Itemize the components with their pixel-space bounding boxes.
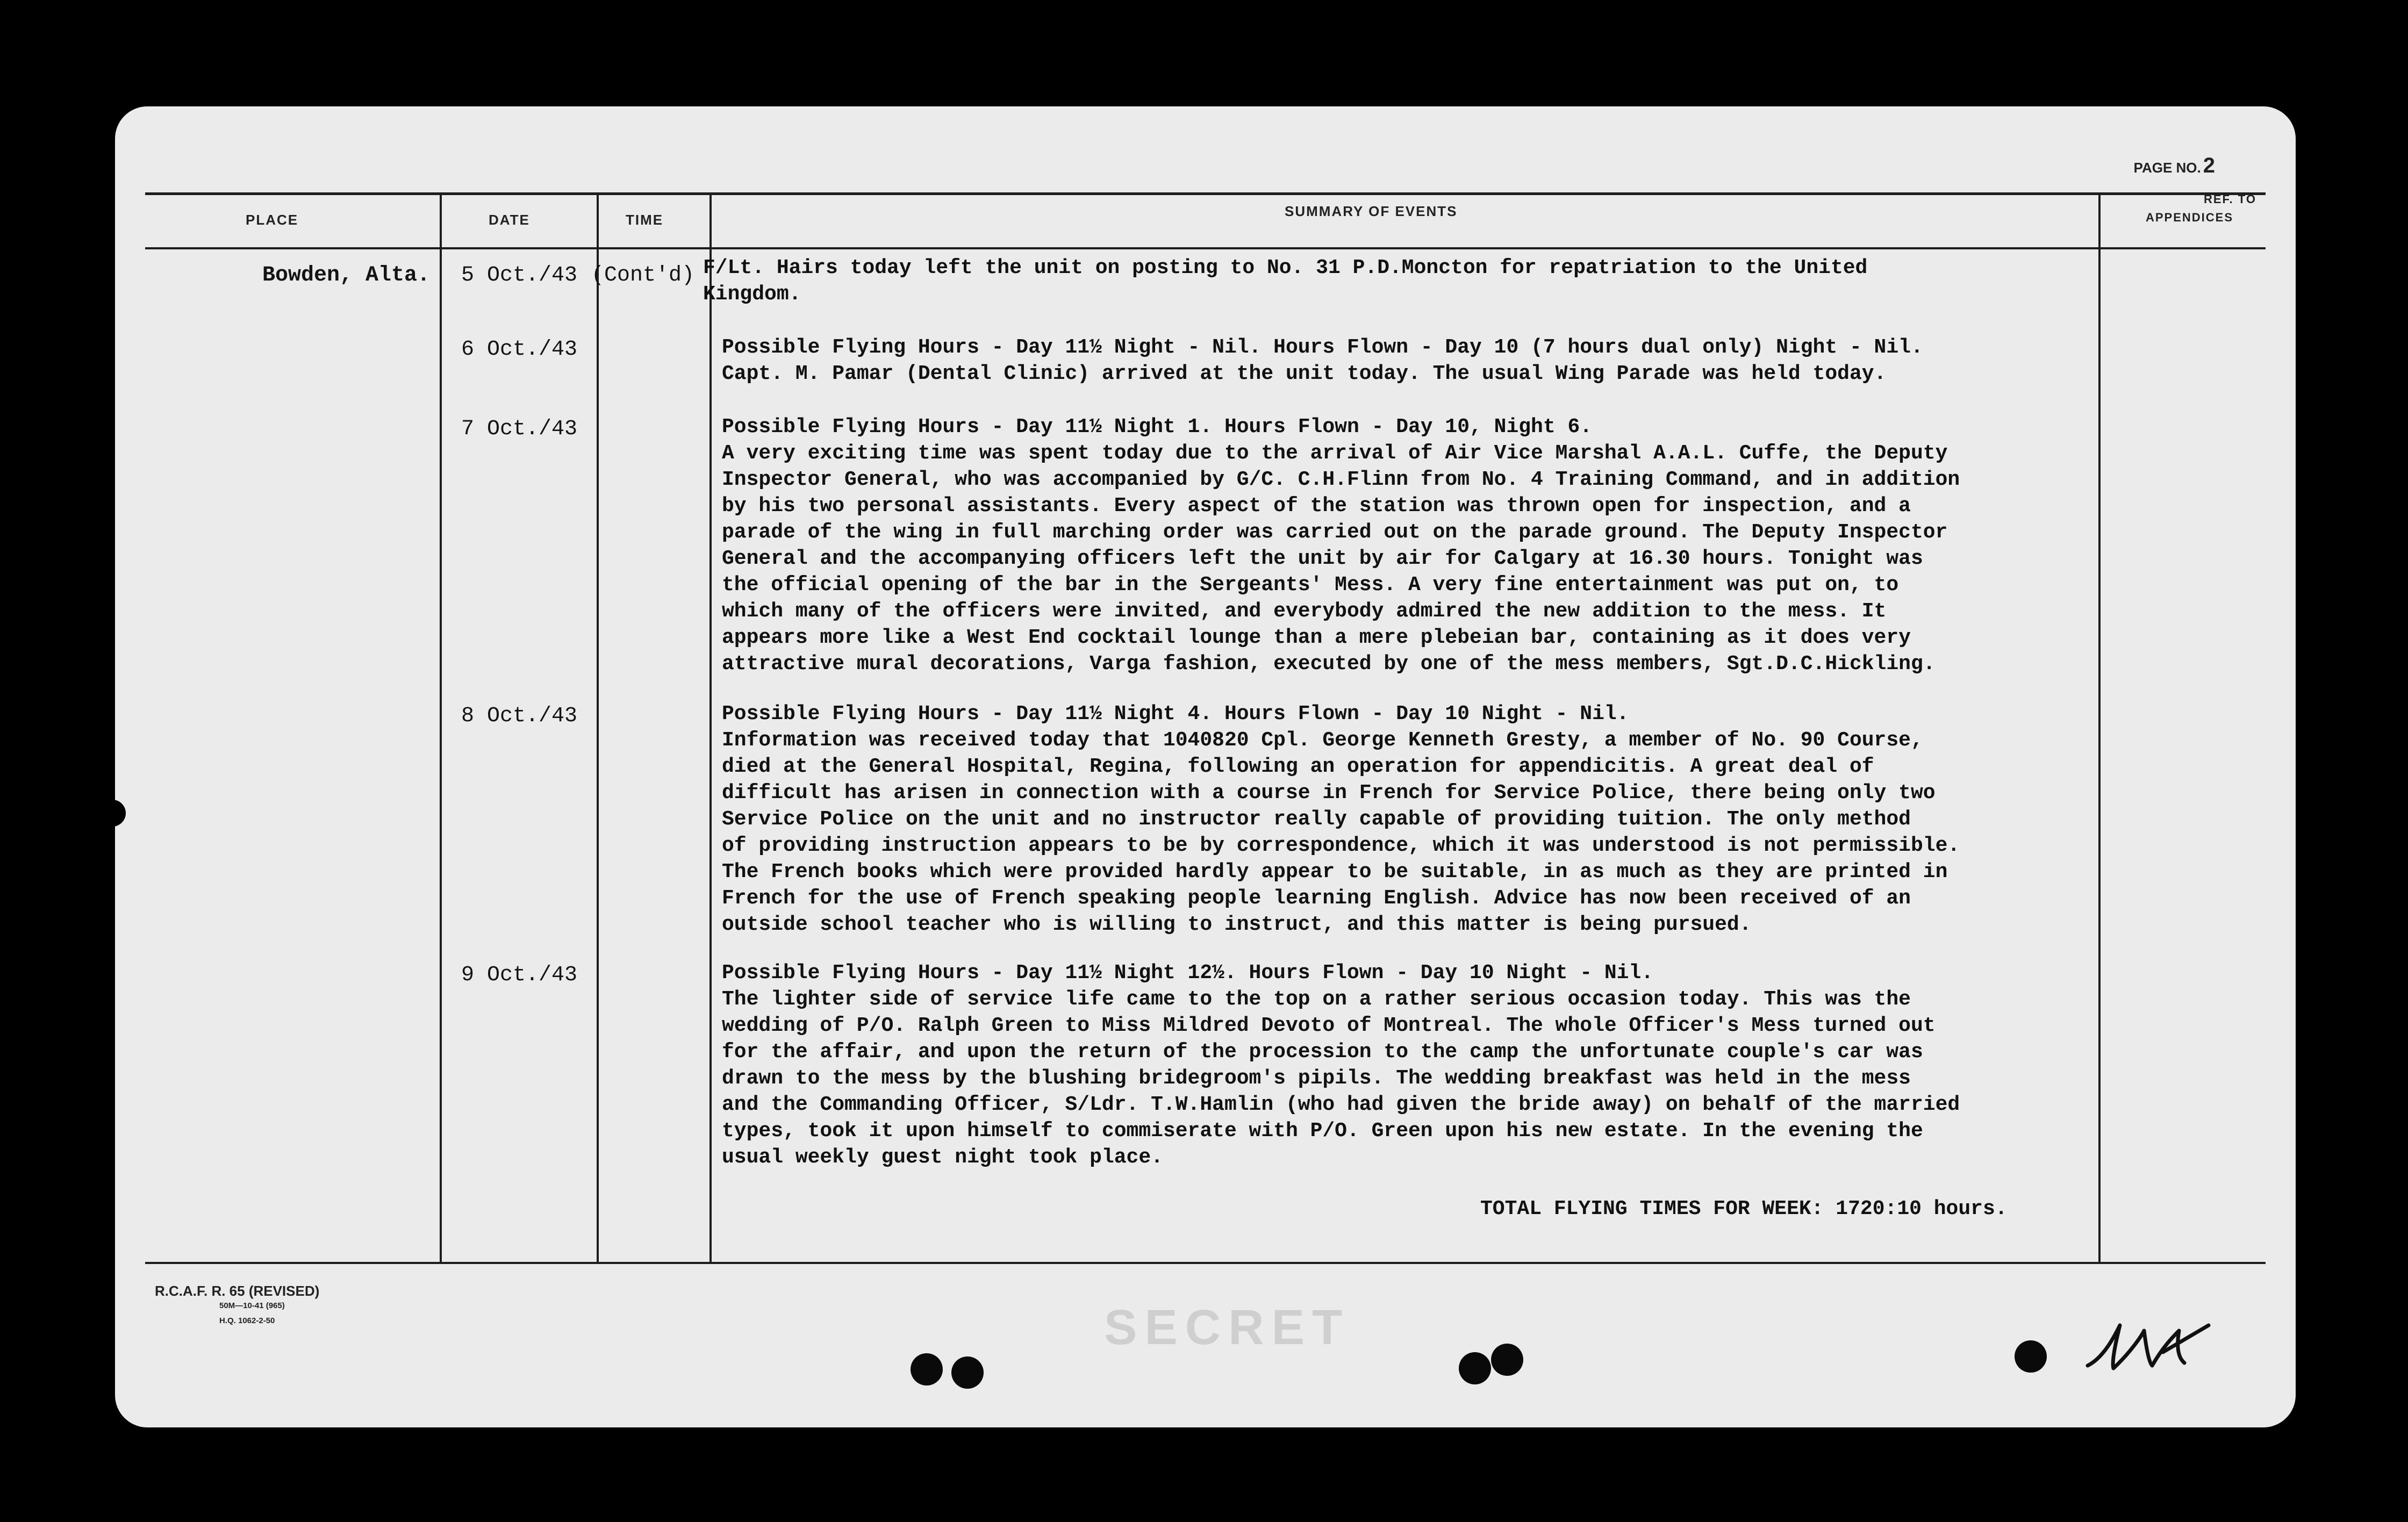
column-header-place: PLACE xyxy=(246,212,299,228)
summary-line: the official opening of the bar in the Sergeants' Mess. A very fine entertainment was put on, to xyxy=(722,573,1899,597)
summary-line: outside school teacher who is willing to instruct, and this matter is being pursued. xyxy=(722,913,1752,936)
punch-notch xyxy=(115,800,126,827)
summary-line: appears more like a West End cocktail lounge than a mere plebeian bar, containing as it does very xyxy=(722,626,1911,649)
column-header-date: DATE xyxy=(489,212,530,228)
entry-date: 9 Oct./43 xyxy=(461,963,578,987)
summary-line: by his two personal assistants. Every aspect of the station was thrown open for inspection, and a xyxy=(722,494,1911,518)
form-hq-code: H.Q. 1062-2-50 xyxy=(219,1316,275,1325)
column-header-ref-line2: APPENDICES xyxy=(2146,211,2234,224)
binder-hole xyxy=(1459,1352,1491,1384)
column-header-ref-line1: REF. TO xyxy=(2204,192,2256,206)
page-number-label: PAGE NO. xyxy=(2133,160,2201,176)
header-top-rule xyxy=(145,192,2266,195)
binder-hole xyxy=(911,1353,943,1385)
summary-line: French for the use of French speaking people learning English. Advice has now been received of an xyxy=(722,887,1911,910)
column-divider-place xyxy=(440,192,442,1263)
summary-line: Possible Flying Hours - Day 11½ Night 1. Hours Flown - Day 10, Night 6. xyxy=(722,415,1593,439)
summary-line: Possible Flying Hours - Day 11½ Night - Nil. Hours Flown - Day 10 (7 hours dual only) Night - Nil. xyxy=(722,336,1923,359)
initials-signature xyxy=(2082,1315,2217,1379)
summary-line: Possible Flying Hours - Day 11½ Night 4. Hours Flown - Day 10 Night - Nil. xyxy=(722,702,1629,726)
summary-line: died at the General Hospital, Regina, following an operation for appendicitis. A great deal of xyxy=(722,755,1874,778)
header-bottom-rule xyxy=(145,247,2266,249)
entry-time: (Cont'd) xyxy=(591,263,695,288)
column-header-time: TIME xyxy=(626,212,664,228)
summary-line: usual weekly guest night took place. xyxy=(722,1146,1163,1169)
entry-date: 6 Oct./43 xyxy=(461,338,578,362)
column-divider-date xyxy=(597,192,599,1263)
summary-line: The French books which were provided hardly appear to be suitable, in as much as they are printed in xyxy=(722,860,1948,884)
page-number-value: 2 xyxy=(2203,154,2215,177)
summary-line: difficult has arisen in connection with a course in French for Service Police, there being only two xyxy=(722,781,1936,805)
summary-line: F/Lt. Hairs today left the unit on posting to No. 31 P.D.Moncton for repatriation to the United xyxy=(703,256,1868,279)
binder-hole xyxy=(951,1356,984,1389)
column-divider-summary xyxy=(2098,192,2101,1263)
summary-line: Possible Flying Hours - Day 11½ Night 12½. Hours Flown - Day 10 Night - Nil. xyxy=(722,961,1654,985)
place-value: Bowden, Alta. xyxy=(262,263,431,288)
binder-hole xyxy=(1491,1344,1523,1376)
page-number xyxy=(2134,154,2215,178)
diary-page xyxy=(115,106,2296,1427)
column-header-summary: SUMMARY OF EVENTS xyxy=(1285,203,1458,219)
summary-line: Inspector General, who was accompanied by G/C. C.H.Flinn from No. 4 Training Command, and in addition xyxy=(722,468,1960,491)
summary-line: for the affair, and upon the return of the procession to the camp the unfortunate couple's car was xyxy=(722,1040,1923,1064)
summary-line: wedding of P/O. Ralph Green to Miss Mildred Devoto of Montreal. The whole Officer's Mess turned out xyxy=(722,1014,1936,1037)
entry-date: 8 Oct./43 xyxy=(461,704,578,728)
footer-rule xyxy=(145,1262,2266,1264)
summary-line: attractive mural decorations, Varga fashion, executed by one of the mess members, Sgt.D.C.Hickling. xyxy=(722,652,1936,676)
summary-line: Service Police on the unit and no instructor really capable of providing tuition. The only method xyxy=(722,808,1911,831)
summary-line: Information was received today that 1040820 Cpl. George Kenneth Gresty, a member of No. 90 Course, xyxy=(722,729,1923,752)
entry-date: 5 Oct./43 xyxy=(461,263,578,288)
column-divider-time xyxy=(710,192,712,1263)
summary-line: of providing instruction appears to be by correspondence, which it was understood is not permissible. xyxy=(722,834,1960,857)
summary-entry-9-oct xyxy=(722,960,2082,1171)
summary-line: which many of the officers were invited, and everybody admired the new addition to the mess. It xyxy=(722,600,1887,623)
form-number: R.C.A.F. R. 65 (REVISED) xyxy=(155,1283,320,1299)
summary-entry-6-oct xyxy=(722,334,2082,387)
summary-line: drawn to the mess by the blushing bridegroom's pipils. The wedding breakfast was held in the mess xyxy=(722,1067,1911,1090)
summary-line: and the Commanding Officer, S/Ldr. T.W.Hamlin (who had given the bride away) on behalf of the married xyxy=(722,1093,1960,1116)
summary-entry-7-oct xyxy=(722,414,2082,677)
summary-line: A very exciting time was spent today due to the arrival of Air Vice Marshal A.A.L. Cuffe, the Deputy xyxy=(722,442,1948,465)
summary-line: The lighter side of service life came to the top on a rather serious occasion today. This was the xyxy=(722,988,1911,1011)
form-identifier xyxy=(155,1283,319,1329)
summary-line: General and the accompanying officers left the unit by air for Calgary at 16.30 hours. Tonight was xyxy=(722,547,1923,570)
summary-line: Capt. M. Pamar (Dental Clinic) arrived at the unit today. The usual Wing Parade was held today. xyxy=(722,362,1887,385)
summary-line: types, took it upon himself to commiserate with P/O. Green upon his new estate. In the evening the xyxy=(722,1119,1923,1143)
form-print-code: 50M—10-41 (965) xyxy=(219,1301,285,1310)
summary-line: parade of the wing in full marching order was carried out on the parade ground. The Deputy Inspector xyxy=(722,521,1948,544)
summary-entry-5-oct xyxy=(703,255,2063,307)
secret-stamp-faint: SECRET xyxy=(1104,1300,1350,1355)
total-flying-times: TOTAL FLYING TIMES FOR WEEK: 1720:10 hours. xyxy=(1480,1197,2008,1221)
summary-entry-8-oct xyxy=(722,701,2082,938)
binder-hole xyxy=(2015,1340,2047,1373)
summary-line: Kingdom. xyxy=(703,283,801,306)
entry-date: 7 Oct./43 xyxy=(461,417,578,441)
